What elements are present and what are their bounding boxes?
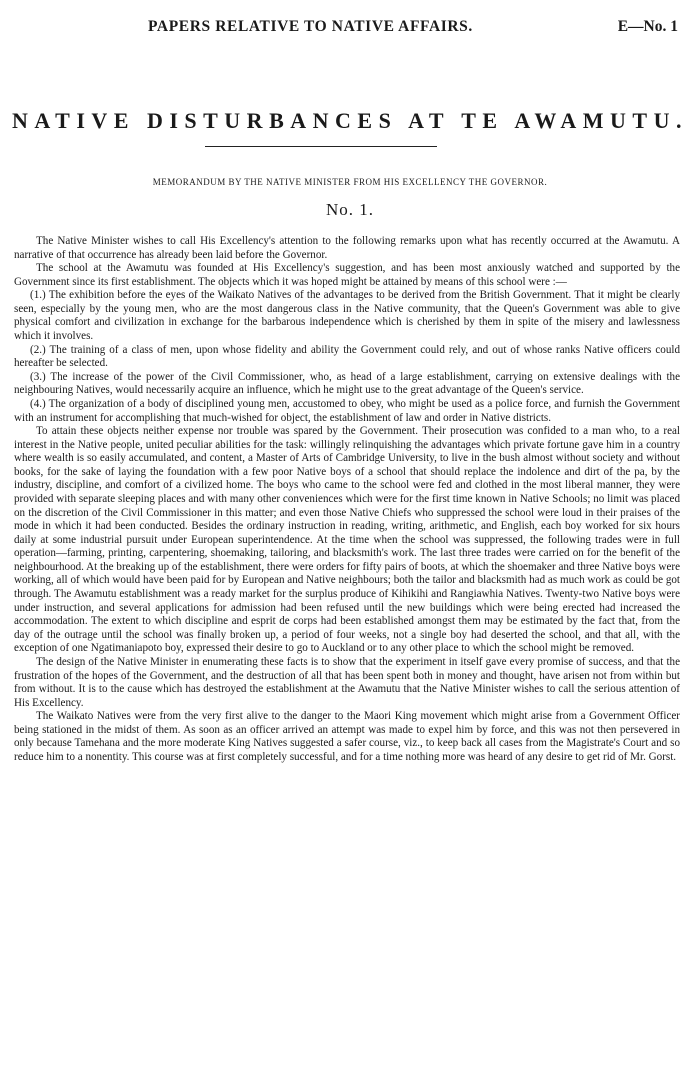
- paragraph-objective-3: (3.) The increase of the power of the Civil Commissioner, who, as head of a large establishment, carrying on extensive dealings with the neighbouring Natives, would necessarily acquire an influence, which he might use to the great advantage of the Queen's service.: [14, 370, 680, 397]
- paragraph-school: The school at the Awamutu was founded at His Excellency's suggestion, and has been most anxiously watched and supported by the Government since its first establishment. The objects which it was hoped might be attained by means of this school were :—: [14, 262, 680, 288]
- paragraph-design: The design of the Native Minister in enumerating these facts is to show that the experiment in itself gave every promise of success, and that the frustration of the hopes of the Government, and the destruction of all that has been spent both in money and thought, have arisen not from within but from without. It is to the cause which has destroyed the establishment at the Awamutu that the Native Minister wishes to call the serious attention of His Excellency.: [14, 655, 680, 709]
- paragraph-objective-1: (1.) The exhibition before the eyes of the Waikato Natives of the advantages to be derived from the British Government. That it might be clearly seen, especially by the young men, who are the most dangerous class in the Native community, that the Queen's Government was able to give physical comfort and civilization in exchange for the barbarous independence which is cherished by them in spite of the misery and lawlessness which it involves.: [14, 289, 680, 343]
- paragraph-objective-4: (4.) The organization of a body of disciplined young men, accustomed to obey, who might be used as a police force, and furnish the Government with an instrument for accomplishing that much-wished for object, the establishment of law and order in Native districts.: [14, 397, 680, 424]
- document-number: No. 1.: [325, 200, 375, 219]
- paragraph-waikato: The Waikato Natives were from the very first alive to the danger to the Maori King movement which might arise from a Government Officer being stationed in the midst of them. As soon as an officer arrived an attempt was made to expel him by force, and this was not then persevered in only because Tamehana and the more moderate King Natives suggested a safer course, viz., to keep back all cases from the Magistrate's Court and so reduce him to a nonentity. This course was at first completely successful, and for a time nothing more was heard of any desire to get rid of Mr. Gorst.: [14, 710, 680, 763]
- paragraph-intro: The Native Minister wishes to call His Excellency's attention to the following remarks upon what has recently occurred at the Awamutu. A narrative of that occurrence has already been laid before the Governor.: [14, 235, 680, 261]
- document-body: [14, 235, 680, 765]
- title-divider: [205, 146, 437, 147]
- running-header: [0, 18, 700, 42]
- page-reference: E—No. 1: [617, 18, 678, 35]
- memo-heading: MEMORANDUM BY THE NATIVE MINISTER FROM HIS EXCELLENCY THE GOVERNOR.: [152, 177, 548, 187]
- paragraph-attain-objects: To attain these objects neither expense nor trouble was spared by the Government. Their prosecution was confided to a man who, to a real interest in the Native people, united peculiar abilities for the task: willingly relinquishing the advantages which private fortune gave him in a country where wealth is so easily accumulated, and content, a Master of Arts of Cambridge University, to live in the bush almost without society and without books, for the sake of laying the foundation with a few poor Native boys of a school that should replace the indolence and dirt of the pa, by the industry, discipline, and comfort of a civilized home. The boys who came to the school were fed and clothed in the most liberal manner, they were provided with separate sleeping places and with many other conveniences which were for the first time known in Native Schools; no limit was placed on the discretion of the Civil Commissioner in this matter; and even those Native Chiefs who suppressed the school were loud in their praises of the mode in which it had been conducted. Besides the ordinary instruction in reading, writing, arithmetic, and English, each boy worked for six hours daily at some industrial pursuit under European superintendence. At the time when the school was suppressed, the following trades were in full operation—farming, printing, carpentering, shoemaking, tailoring, and blacksmith's work. The last three trades were carried on for the benefit of the neighbourhood. At the breaking up of the establishment, there were orders for fifty pairs of boots, at which the shoemaker and three Native boys were working, all of which would have been paid for by European and Native neighbours; both the tailor and blacksmith had as much work as could be got through. The Awamutu establishment was a ready market for the surplus produce of Kihikihi and Rangiawhia Natives. Twenty-two Native boys were under instruction, and several applications for admission had been refused until the new buildings which were being erected had increased the accommodation. The extent to which discipline and esprit de corps had been established amongst them may be estimated by the fact that, from the day of the outrage until the school was finally broken up, a period of four weeks, not a single boy had deserted the school, and that all, with the exception of one Ngatimaniapoto boy, expressed their desire to go to Auckland or to any other place to which the school might be removed.: [14, 425, 680, 655]
- running-title: PAPERS RELATIVE TO NATIVE AFFAIRS.: [148, 18, 473, 35]
- paragraph-objective-2: (2.) The training of a class of men, upon whose fidelity and ability the Government could rely, and out of whose ranks Native officers could hereafter be selected.: [14, 343, 680, 370]
- document-title: NATIVE DISTURBANCES AT TE AWAMUTU.: [12, 108, 688, 133]
